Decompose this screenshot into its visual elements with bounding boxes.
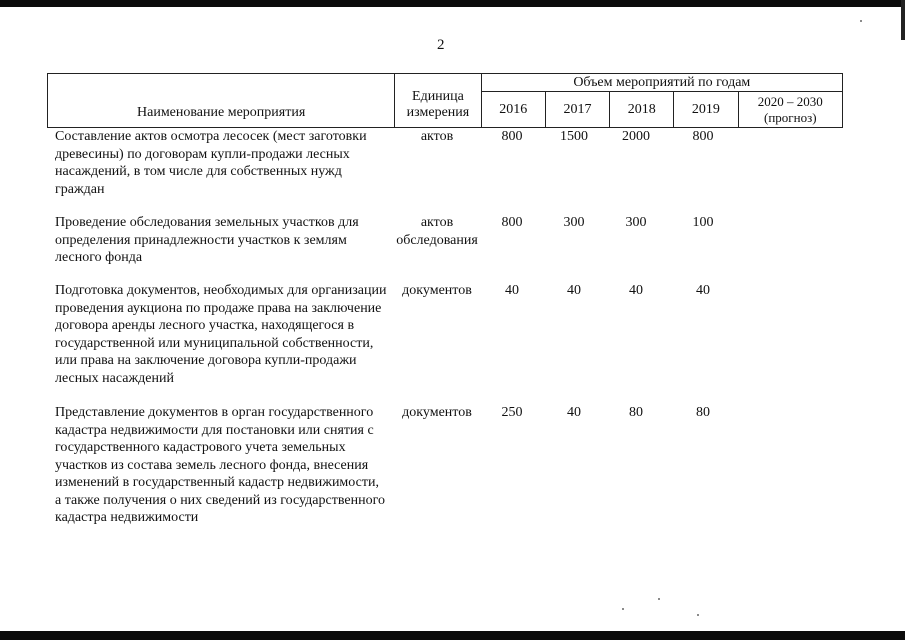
scan-border-top [0,0,905,7]
table-header [47,73,843,128]
row-value-2017: 40 [567,405,581,420]
row-value-2018: 80 [629,405,643,420]
scan-speck [658,598,660,600]
scan-speck [860,20,862,22]
row-value-2017: 1500 [560,129,588,144]
header-name-column [48,74,395,128]
row-unit: актов обследования [396,215,478,248]
page-number: 2 [437,37,445,53]
row-value-2016: 800 [501,215,523,230]
row-value-2018: 40 [629,283,643,298]
row-unit: документов [402,283,472,298]
table-row [55,281,845,403]
table-row [55,127,845,213]
row-value-2017: 300 [563,215,585,230]
header-year-2017: 2017 [545,92,609,128]
row-value-2019: 100 [692,215,714,230]
row-activity-name: Подготовка документов, необходимых для организации проведения аукциона по продаже права на заключение договора аренды лесного участка, находящегося в государственной или муниципальной собственности, или права на заключение договора купли-продажи лесных насаждений [55,283,387,386]
row-value-2016: 40 [505,283,519,298]
header-unit-text: Единица измерения [406,89,470,120]
row-value-2019: 80 [696,405,710,420]
header-group-label: Объем мероприятий по годам [481,74,842,92]
header-year-2016: 2016 [481,92,545,128]
row-value-2016: 800 [501,129,523,144]
row-value-2019: 800 [692,129,714,144]
header-unit-column [395,74,481,128]
scan-border-right [901,0,905,40]
row-activity-name: Составление актов осмотра лесосек (мест заготовки древесины) по договорам купли-продажи лесных насаждений, в том числе для собственных нужд граждан [55,129,367,197]
header-forecast-note: (прогноз) [764,109,817,125]
row-unit: документов [402,405,472,420]
header-forecast-years: 2020 – 2030 [757,93,823,109]
row-value-2019: 40 [696,283,710,298]
row-unit: актов [420,129,454,144]
row-value-2016: 250 [501,405,523,420]
header-name-text: Наименование мероприятия [137,105,306,120]
header-year-2018: 2018 [610,92,674,128]
table-row [55,213,845,281]
header-forecast-column [738,92,842,128]
table-body [55,127,845,543]
header-year-2019: 2019 [674,92,738,128]
scan-border-bottom [0,631,905,640]
table-row [55,403,845,543]
row-activity-name: Представление документов в орган государственного кадастра недвижимости для постановки или снятия с государственного кадастрового учета земельных участков из состава земель лесного фонда, внесения изменений в государственный кадастр недвижимости, а также получения о них сведений из государственного кадастра недвижимости [55,405,385,525]
row-value-2017: 40 [567,283,581,298]
row-activity-name: Проведение обследования земельных участков для определения принадлежности участков к землям лесного фонда [55,215,359,265]
scan-speck [697,614,699,616]
scan-speck [622,608,624,610]
row-value-2018: 300 [625,215,647,230]
row-value-2018: 2000 [622,129,650,144]
